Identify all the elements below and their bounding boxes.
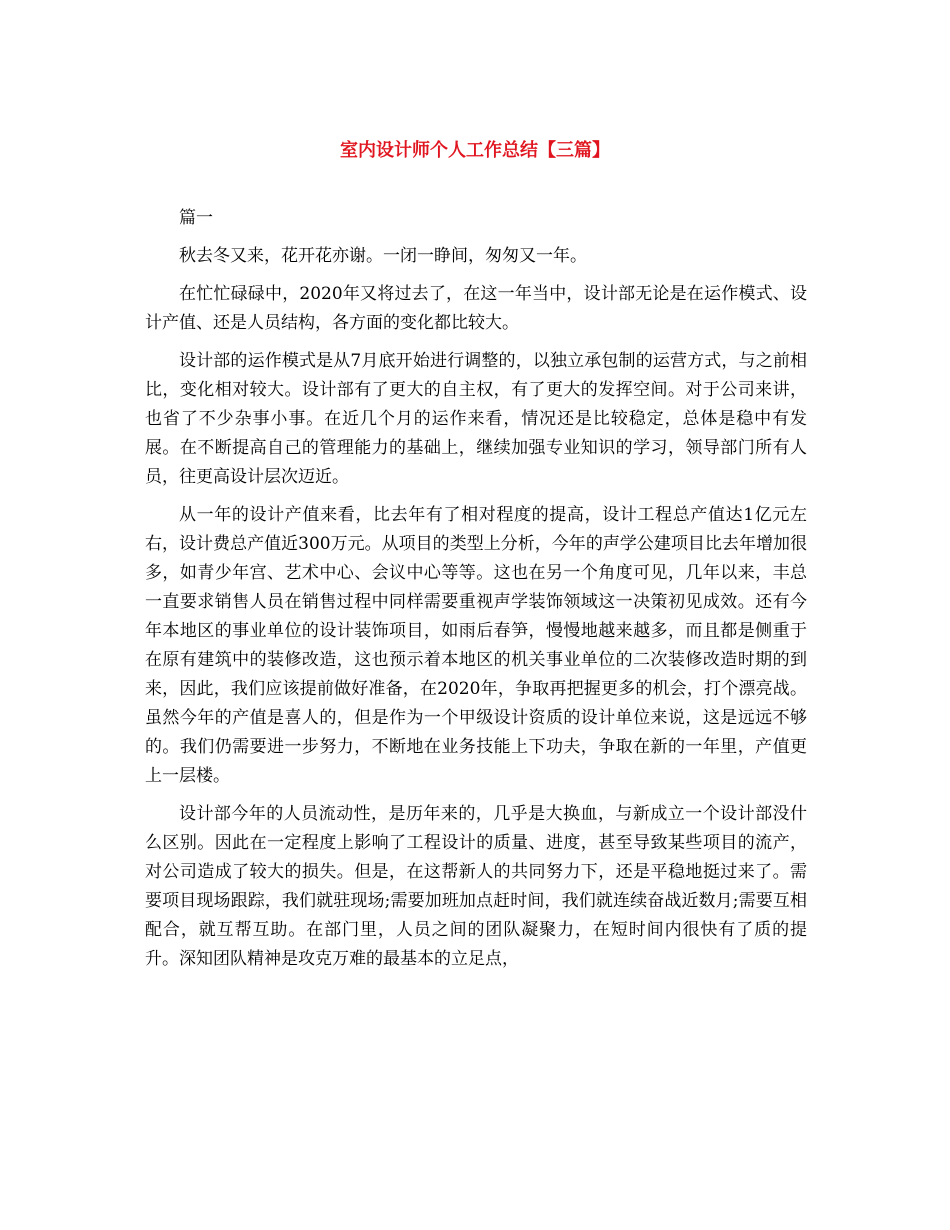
paragraph: 在忙忙碌碌中，2020年又将过去了，在这一年当中，设计部无论是在运作模式、设计产值、还是人员结构，各方面的变化都比较大。 [145,284,807,333]
paragraph: 设计部今年的人员流动性，是历年来的，几乎是大换血，与新成立一个设计部没什么区别。因此在一定程度上影响了工程设计的质量、进度，甚至导致某些项目的流产，对公司造成了较大的损失。但是，在这帮新人的共同努力下，还是平稳地挺过来了。需要项目现场跟踪，我们就驻现场;需要加班加点赶时间，我们就连续奋战近数月;需要互相配合，就互帮互助。在部门里，人员之间的团队凝聚力，在短时间内很快有了质的提升。深知团队精神是攻克万难的最基本的立足点， [145,804,807,969]
paragraph: 从一年的设计产值来看，比去年有了相对程度的提高，设计工程总产值达1亿元左右，设计费总产值近300万元。从项目的类型上分析，今年的声学公建项目比去年增加很多，如青少年宫、艺术中心、会议中心等等。这也在另一个角度可见，几年以来，丰总一直要求销售人员在销售过程中同样需要重视声学装饰领域这一决策初见成效。还有今年本地区的事业单位的设计装饰项目，如雨后春笋，慢慢地越来越多，而且都是侧重于在原有建筑中的装修改造，这也预示着本地区的机关事业单位的二次装修改造时期的到来，因此，我们应该提前做好准备，在2020年，争取再把握更多的机会，打个漂亮战。虽然今年的产值是喜人的，但是作为一个甲级设计资质的设计单位来说，这是远远不够的。我们仍需要进一步努力，不断地在业务技能上下功夫，争取在新的一年里，产值更上一层楼。 [145,505,807,786]
paragraph: 设计部的运作模式是从7月底开始进行调整的，以独立承包制的运营方式，与之前相比，变化相对较大。设计部有了更大的自主权，有了更大的发挥空间。对于公司来讲，也省了不少杂事小事。在近几个月的运作来看，情况还是比较稳定，总体是稳中有发展。在不断提高自己的管理能力的基础上，继续加强专业知识的学习，领导部门所有人员，往更高设计层次迈近。 [145,351,807,487]
document-title: 室内设计师个人工作总结【三篇】 [340,140,610,161]
section-heading: 篇一 [179,208,213,228]
document-body [145,204,807,974]
paragraph: 秋去冬又来，花开花亦谢。一闭一睁间，匆匆又一年。 [179,246,587,266]
